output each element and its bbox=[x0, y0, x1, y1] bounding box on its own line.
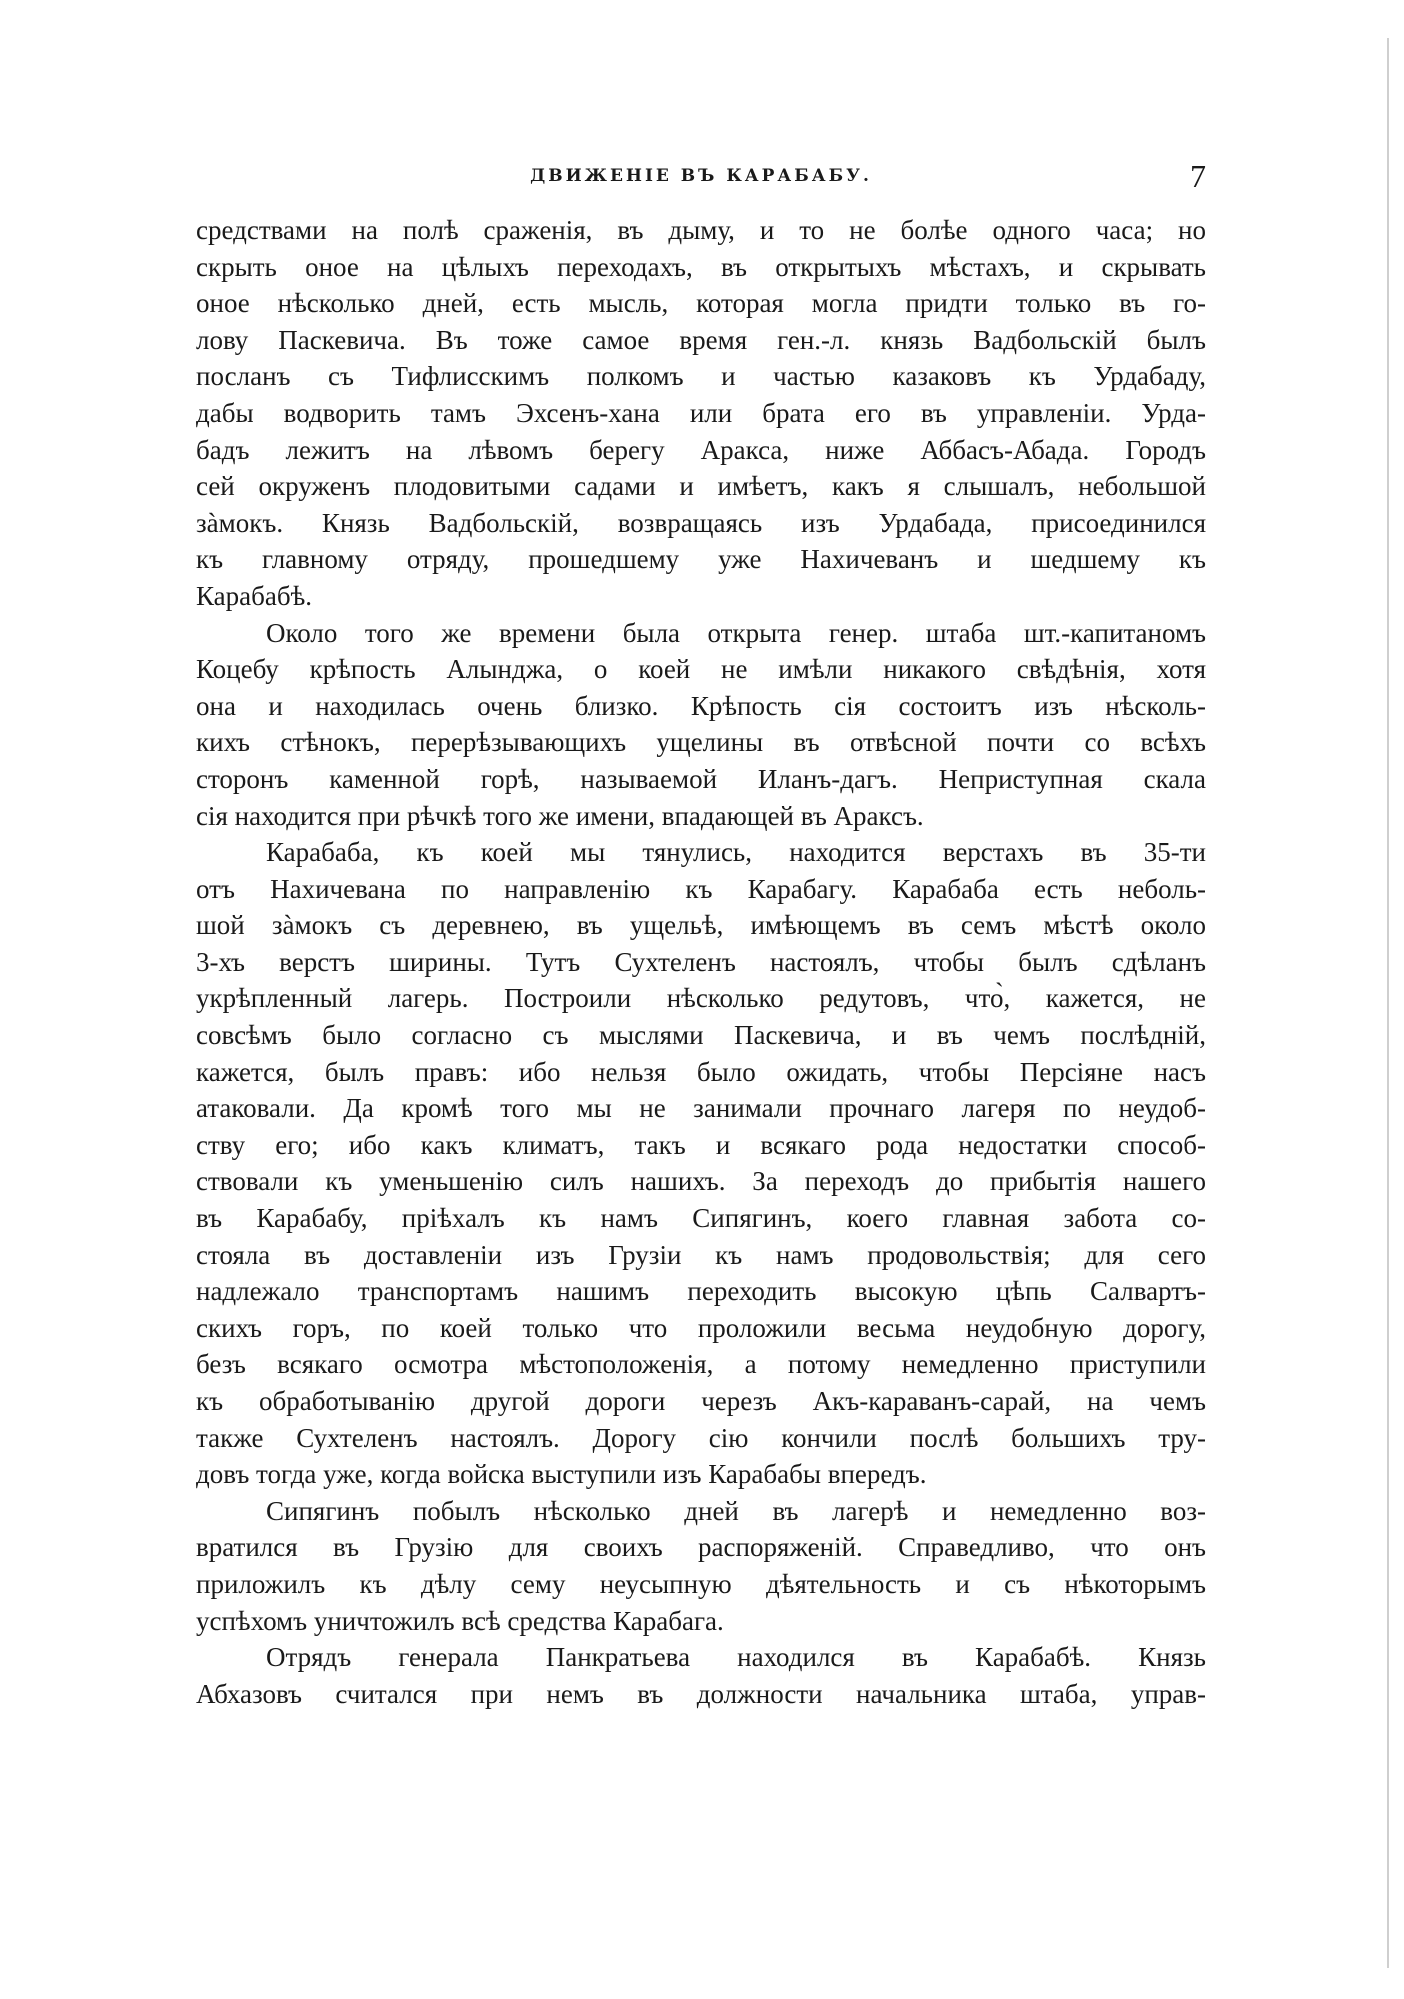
paragraph-start: Сипягинъ побылъ нѣсколько дней въ лагерѣ и немедленно воз- bbox=[266, 1495, 1206, 1526]
text-line: ству его; ибо какъ климатъ, такъ и всякаго рода недостатки способ- bbox=[196, 1129, 1206, 1160]
page-header bbox=[196, 158, 1206, 198]
text-line: сей окруженъ плодовитыми садами и имѣетъ, какъ я слышалъ, небольшой bbox=[196, 471, 1206, 502]
paragraph-start: Карабаба, къ коей мы тянулись, находится верстахъ въ 35-ти bbox=[266, 837, 1206, 868]
paragraph-start: Отрядъ генерала Панкратьева находился въ Карабабѣ. Князь bbox=[266, 1642, 1206, 1673]
text-line: къ обработыванію другой дороги черезъ Акъ-караванъ-сарай, на чемъ bbox=[196, 1386, 1206, 1416]
text-line: средствами на полѣ сраженія, въ дыму, и то не болѣе одного часа; но bbox=[196, 215, 1206, 245]
text-line: укрѣпленный лагерь. Построили нѣсколько редутовъ, что̀, кажется, не bbox=[196, 983, 1206, 1014]
text-line: кажется, былъ правъ: ибо нельзя было ожидать, чтобы Персіяне насъ bbox=[196, 1056, 1206, 1087]
text-line: сторонъ каменной горѣ, называемой Иланъ-дагъ. Неприступная скала bbox=[196, 763, 1206, 794]
text-line: сія находится при рѣчкѣ того же имени, впадающей въ Араксъ. bbox=[196, 800, 924, 831]
page-number: 7 bbox=[1190, 158, 1206, 194]
text-line: въ Карабабу, пріѣхалъ къ намъ Сипягинъ, коего главная забота со- bbox=[196, 1203, 1206, 1234]
text-line: довъ тогда уже, когда войска выступили изъ Карабабы впередъ. bbox=[196, 1459, 927, 1490]
text-line: бадъ лежитъ на лѣвомъ берегу Аракса, ниже Аббасъ-Абада. Городъ bbox=[196, 434, 1206, 465]
body-text bbox=[196, 212, 1206, 1712]
text-line: Коцебу крѣпость Алынджа, о коей не имѣли никакого свѣдѣнія, хотя bbox=[196, 654, 1206, 685]
text-line: къ главному отряду, прошедшему уже Нахичеванъ и шедшему къ bbox=[196, 544, 1206, 575]
text-line: скрыть оное на цѣлыхъ переходахъ, въ открытыхъ мѣстахъ, и скрывать bbox=[196, 251, 1206, 282]
text-line: успѣхомъ уничтожилъ всѣ средства Карабага. bbox=[196, 1605, 724, 1636]
text-line: атаковали. Да кромѣ того мы не занимали прочнаго лагеря по неудоб- bbox=[196, 1093, 1206, 1124]
text-line: дабы водворить тамъ Эхсенъ-хана или брата его въ управленіи. Урда- bbox=[196, 397, 1206, 428]
text-line: Карабабѣ. bbox=[196, 580, 312, 611]
text-line: скихъ горъ, по коей только что проложили весьма неудобную дорогу, bbox=[196, 1312, 1206, 1343]
text-line: приложилъ къ дѣлу сему неусыпную дѣятельность и съ нѣкоторымъ bbox=[196, 1568, 1206, 1599]
text-line: вратился въ Грузію для своихъ распоряженій. Справедливо, что онъ bbox=[196, 1532, 1206, 1563]
text-line: отъ Нахичевана по направленію къ Карабагу. Карабаба есть неболь- bbox=[196, 873, 1206, 904]
text-line: кихъ стѣнокъ, перерѣзывающихъ ущелины въ отвѣсной почти со всѣхъ bbox=[196, 727, 1206, 758]
text-line: шой зàмокъ съ деревнею, въ ущельѣ, имѣющемъ въ семъ мѣстѣ около bbox=[196, 910, 1206, 941]
text-line: посланъ съ Тифлисскимъ полкомъ и частью казаковъ къ Урдабаду, bbox=[196, 361, 1206, 392]
text-line: лову Паскевича. Въ тоже самое время ген.-л. князь Вадбольскій былъ bbox=[196, 324, 1206, 355]
page-edge bbox=[1387, 38, 1389, 1968]
paragraph-start: Около того же времени была открыта генер. штаба шт.-капитаномъ bbox=[266, 617, 1206, 648]
text-line: оное нѣсколько дней, есть мысль, которая могла придти только въ го- bbox=[196, 288, 1206, 319]
text-line: зàмокъ. Князь Вадбольскій, возвращаясь изъ Урдабада, присоединился bbox=[196, 507, 1206, 538]
text-line: совсѣмъ было согласно съ мыслями Паскевича, и въ чемъ послѣдній, bbox=[196, 1020, 1206, 1051]
text-line: Абхазовъ считался при немъ въ должности начальника штаба, управ- bbox=[196, 1678, 1206, 1709]
text-line: она и находилась очень близко. Крѣпость сія состоитъ изъ нѣсколь- bbox=[196, 690, 1206, 721]
text-line: также Сухтеленъ настоялъ. Дорогу сію кончили послѣ большихъ тру- bbox=[196, 1422, 1206, 1453]
text-line: стояла въ доставленіи изъ Грузіи къ намъ продовольствія; для сего bbox=[196, 1239, 1206, 1270]
text-line: 3-хъ верстъ ширины. Тутъ Сухтеленъ настоялъ, чтобы былъ сдѣланъ bbox=[196, 946, 1206, 977]
text-line: ствовали къ уменьшенію силъ нашихъ. За переходъ до прибытія нашего bbox=[196, 1166, 1206, 1197]
running-title: ДВИЖЕНІЕ ВЪ КАРАБАБУ. bbox=[530, 166, 872, 186]
text-line: безъ всякаго осмотра мѣстоположенія, а потому немедленно приступили bbox=[196, 1349, 1206, 1380]
text-line: надлежало транспортамъ нашимъ переходить высокую цѣпь Салвартъ- bbox=[196, 1276, 1206, 1307]
